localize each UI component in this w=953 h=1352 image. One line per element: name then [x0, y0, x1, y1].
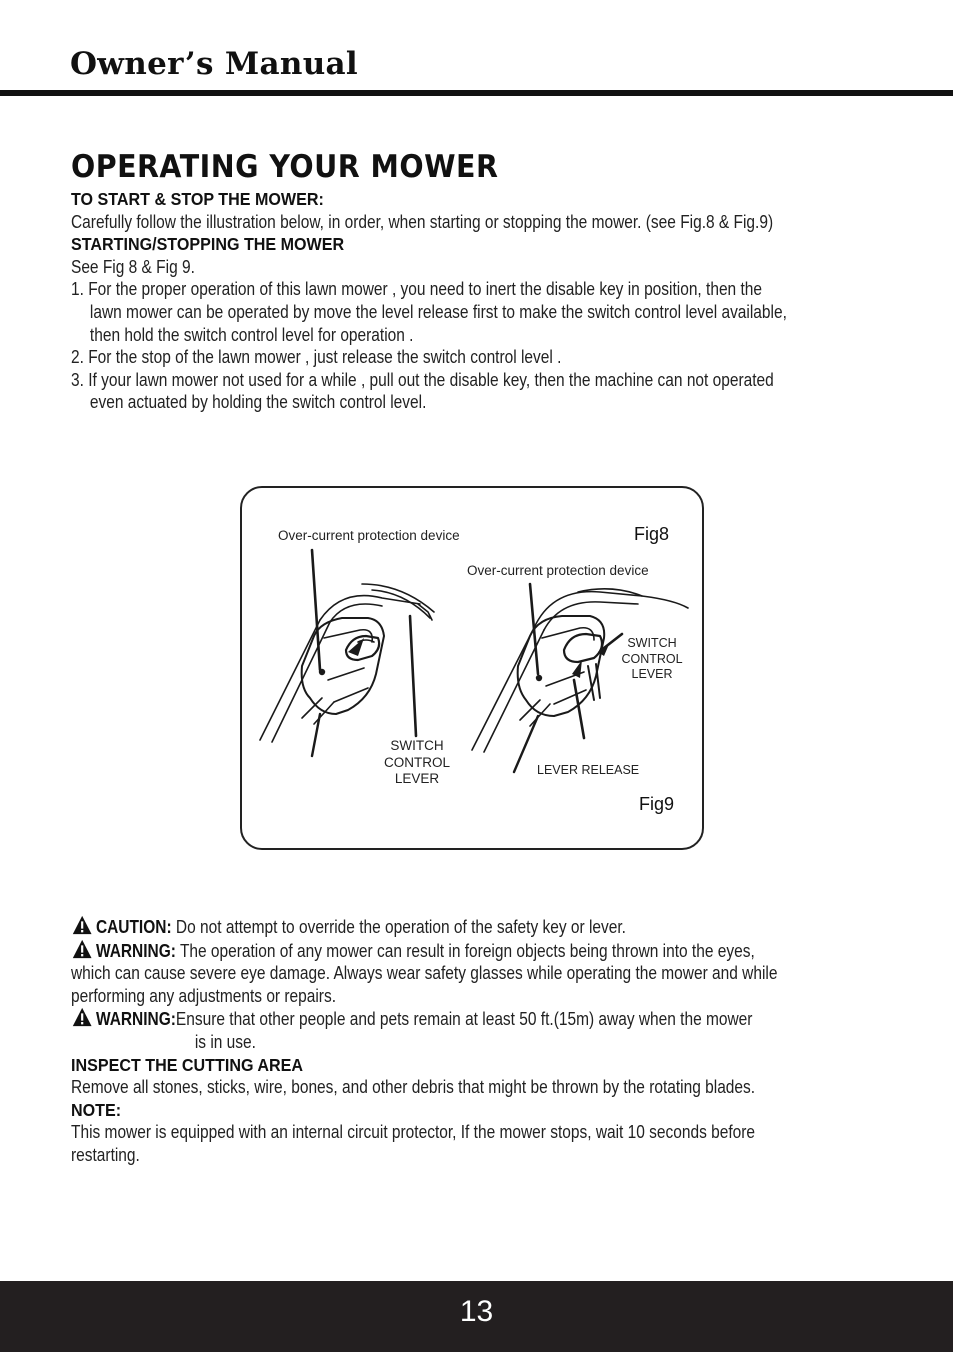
warning-1-label: WARNING:	[95, 940, 176, 961]
step-3-line-2: even actuated by holding the switch control level.	[89, 392, 427, 413]
start-stop-text: Carefully follow the illustration below, in order, when starting or stopping the mower. (see Fig.8 & Fig.9)	[71, 211, 774, 232]
note-heading: NOTE:	[71, 1099, 122, 1120]
callout-line: CONTROL	[383, 754, 450, 770]
step-2: 2. For the stop of the lawn mower , just release the switch control level .	[71, 347, 562, 368]
inspect-heading: INSPECT THE CUTTING AREA	[71, 1054, 303, 1075]
switch-control-lever-callout-left	[382, 738, 452, 788]
section-title: OPERATING YOUR MOWER	[71, 149, 499, 185]
caution-label: CAUTION:	[95, 917, 172, 937]
warning-triangle-icon	[71, 1007, 93, 1027]
page-number: 13	[459, 1295, 494, 1328]
header-rule	[0, 90, 953, 96]
switch-control-lever-callout-right	[620, 636, 684, 683]
warning-1-line-1	[71, 939, 785, 963]
page-footer	[0, 1281, 953, 1352]
manual-title: Owner’s Manual	[70, 46, 358, 82]
starting-stopping-heading: STARTING/STOPPING THE MOWER	[71, 234, 345, 255]
start-stop-heading: TO START & STOP THE MOWER:	[71, 189, 324, 209]
warning-triangle-icon	[71, 939, 93, 959]
step-1-line-3: then hold the switch control level for operation .	[89, 324, 414, 345]
fig9-label: Fig9	[639, 794, 675, 814]
caution-text: Do not attempt to override the operation of the safety key or lever.	[171, 917, 626, 937]
caution-note	[71, 915, 785, 939]
warning-1-line-3: performing any adjustments or repairs.	[71, 985, 337, 1006]
mower-handle-figure	[240, 486, 704, 850]
callout-line: SWITCH	[390, 738, 444, 753]
callout-line: LEVER	[394, 771, 440, 786]
callout-line: CONTROL	[621, 651, 683, 666]
warning-2-line-1	[71, 1007, 785, 1031]
step-1-line-2: lawn mower can be operated by move the level release first to make the switch control level available,	[89, 301, 787, 322]
lever-release-callout: LEVER RELEASE	[537, 763, 640, 777]
operating-section	[71, 146, 901, 414]
note-line-2: restarting.	[71, 1144, 140, 1165]
warning-1-line-2: which can cause severe eye damage. Always wear safety glasses while operating the mower and while	[71, 963, 778, 984]
overcurrent-callout-left: Over-current protection device	[278, 528, 460, 543]
warning-2-text: Ensure that other people and pets remain at least 50 ft.(15m) away when the mower	[175, 1009, 753, 1030]
warning-triangle-icon	[71, 915, 93, 935]
fig8-label: Fig8	[634, 524, 670, 544]
safety-notes	[71, 915, 901, 1167]
step-1-line-1: 1. For the proper operation of this lawn mower , you need to inert the disable key in position, then the	[71, 279, 762, 300]
see-figures-text: See Fig 8 & Fig 9.	[71, 256, 195, 277]
inspect-text: Remove all stones, sticks, wire, bones, and other debris that might be thrown by the rotating blades.	[71, 1077, 756, 1098]
overcurrent-callout-right: Over-current protection device	[467, 563, 649, 578]
warning-2-line-2: is in use.	[194, 1031, 256, 1052]
callout-line: SWITCH	[627, 636, 677, 650]
step-3-line-1: 3. If your lawn mower not used for a while , pull out the disable key, then the machine can not operated	[71, 369, 774, 390]
warning-1-text: The operation of any mower can result in foreign objects being thrown into the eyes,	[175, 940, 755, 961]
warning-2-label: WARNING:	[95, 1009, 176, 1030]
note-line-1: This mower is equipped with an internal circuit protector, If the mower stops, wait 10 seconds before	[71, 1122, 756, 1143]
callout-line: LEVER	[631, 667, 673, 681]
